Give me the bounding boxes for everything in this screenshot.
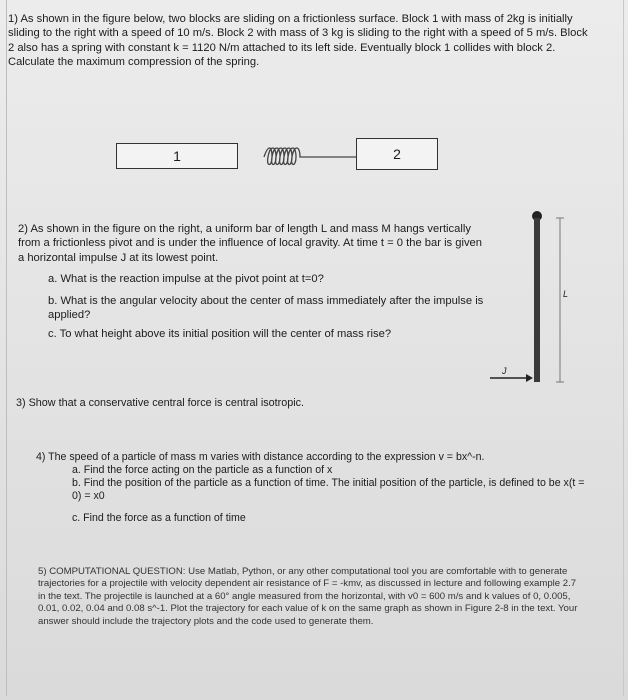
question-3-text: 3) Show that a conservative central force is central isotropic. [16, 397, 305, 409]
block-2: 2 [356, 138, 438, 170]
bar [534, 218, 540, 382]
question-5-text: 5) COMPUTATIONAL QUESTION: Use Matlab, Python, or any other computational tool you are comfortable with to generate trajectories for a projectile with velocity dependent air resistance of F = -kmv, as discussed in lecture and following example 2.7 in the text. The projectile is launched at a 60° angle measured from the horizontal, with v0 = 600 m/s and k values of 0, 0.005, 0.01, 0.02, 0.04 and 0.08 s^-1. Plot the trajectory for each value of k on the same graph as shown in Figure 2-8 in the text. Your answer should include the trajectory plots and the code used to generate them. [38, 566, 578, 627]
question-4-part-a: a. Find the force acting on the particle as a function of x [72, 464, 333, 476]
question-4-intro: 4) The speed of a particle of mass m varies with distance according to the expression v = bx^-n. [36, 451, 485, 463]
question-1-text: 1) As shown in the figure below, two blocks are sliding on a frictionless surface. Block 1 with mass of 2kg is initially sliding to the right with a speed of 10 m/s. Block 2 with mass of 3 kg is sliding to the right with a speed of 5 m/s. Block 2 also has a spring with constant k = 1120 N/m attached to its left side. Eventually block 1 collides with block 2. Calculate the maximum compression of the spring. [8, 13, 588, 69]
question-2-part-a: a. What is the reaction impulse at the pivot point at t=0? [48, 273, 324, 285]
label-length: L [563, 289, 569, 299]
label-impulse: J [502, 366, 507, 376]
question-2-intro: 2) As shown in the figure on the right, a uniform bar of length L and mass M hangs vertically from a frictionless pivot and is under the influence of local gravity. At time t = 0 the bar is given a horizontal impulse J at its lowest point. [18, 223, 482, 264]
block-1: 1 [116, 143, 238, 169]
question-2-part-c: c. To what height above its initial position will the center of mass rise? [48, 328, 392, 340]
spring-icon [262, 141, 358, 171]
question-4-part-b: b. Find the position of the particle as a function of time. The initial position of the particle, is defined to be x(t = 0) = x0 [72, 477, 585, 502]
question-2-part-b: b. What is the angular velocity about the center of mass immediately after the impulse is applied? [48, 295, 484, 322]
question-4-part-c: c. Find the force as a function of time [72, 512, 246, 524]
